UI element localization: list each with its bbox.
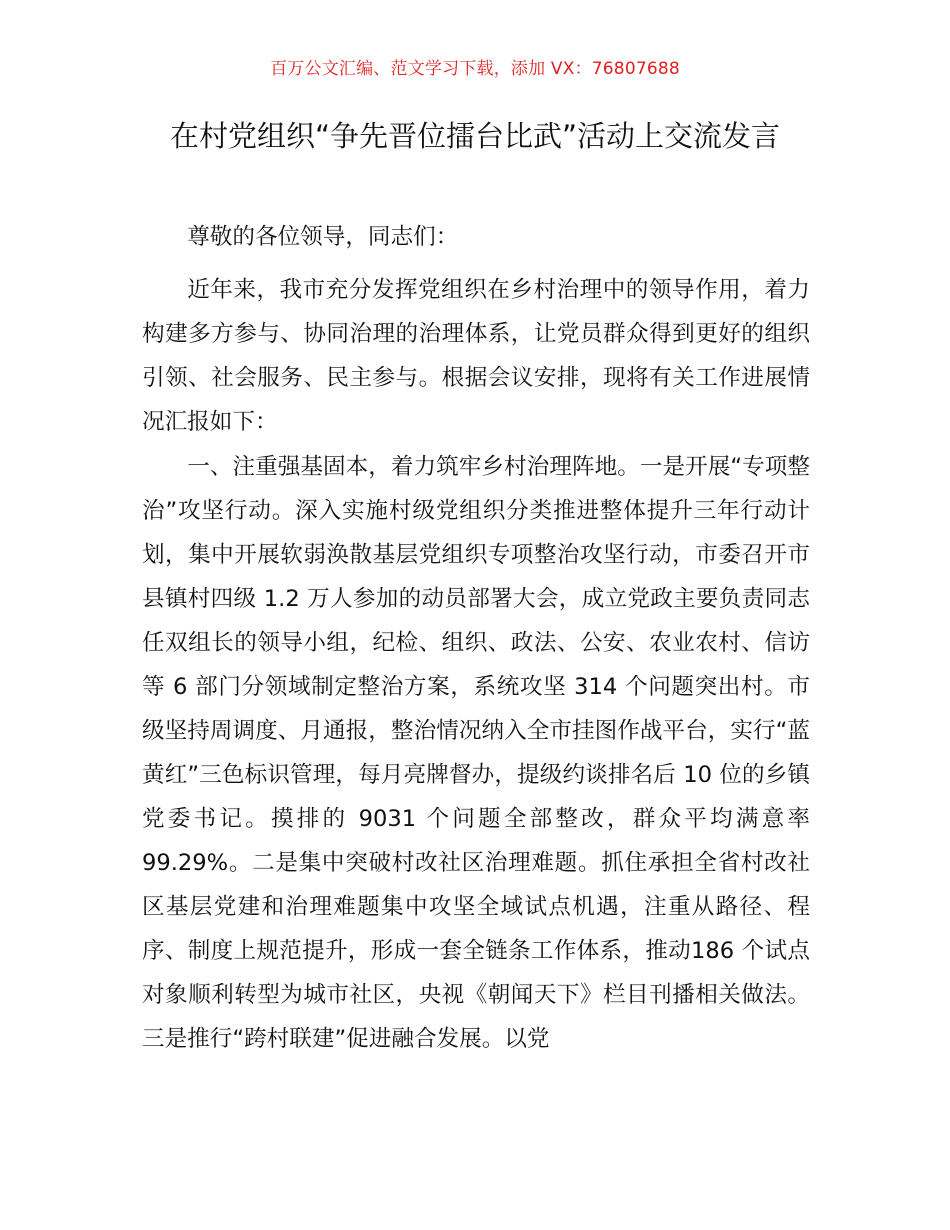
salutation: 尊敬的各位领导，同志们： xyxy=(187,224,459,250)
document-title: 在村党组织“争先晋位擂台比武”活动上交流发言 xyxy=(169,119,781,153)
paragraph-intro: 近年来，我市充分发挥党组织在乡村治理中的领导作用，着力构建多方参与、协同治理的治理体系，让党员群众得到更好的组织引领、社会服务、民主参与。根据会议安排，现将有关工作进展情况汇报如下： xyxy=(142,277,810,435)
watermark-header: 百万公文汇编、范文学习下载，添加 VX：76807688 xyxy=(270,59,680,79)
document-body xyxy=(142,215,810,1062)
paragraph-section-one: 一、注重强基固本，着力筑牢乡村治理阵地。一是开展“专项整治”攻坚行动。深入实施村级党组织分类推进整体提升三年行动计划，集中开展软弱涣散基层党组织专项整治攻坚行动，市委召开市县镇村四级 1.2 万人参加的动员部署大会，成立党政主要负责同志任双组长的领导小组，纪检、组织、政法、公安、农业农村、信访等 6 部门分领域制定整治方案，系统攻坚 314 个问题突出村。市级坚持周调度、月通报，整治情况纳入全市挂图作战平台，实行“蓝黄红”三色标识管理，每月亮牌督办，提级约谈排名后 10 位的乡镇党委书记。摸排的 9031 个问题全部整改，群众平均满意率99.29%。二是集中突破村改社区治理难题。抓住承担全省村改社区基层党建和治理难题集中攻坚全域试点机遇，注重从路径、程序、制度上规范提升，形成一套全链条工作体系，推动186 个试点对象顺利转型为城市社区，央视《朝闻天下》栏目刊播相关做法。三是推行“跨村联建”促进融合发展。以党 xyxy=(142,454,810,1052)
